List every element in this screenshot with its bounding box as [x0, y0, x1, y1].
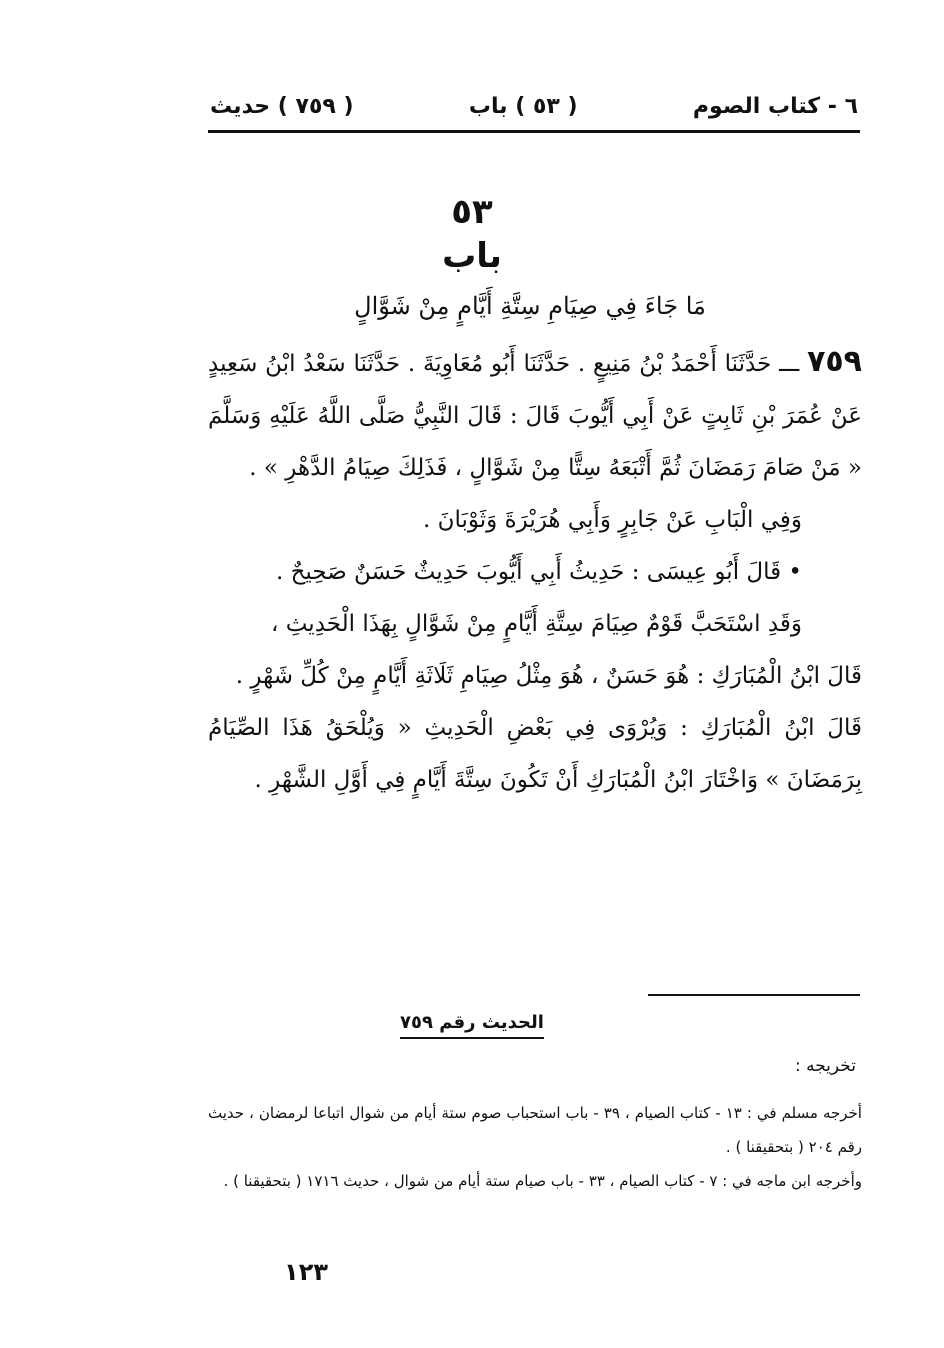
footnote-divider	[648, 994, 860, 996]
commentary-paragraph: قَالَ ابْنُ الْمُبَارَكِ : وَيُرْوَى فِي بَعْضِ الْحَدِيثِ « وَيُلْحَقُ هَذَا الصِّيَامُ بِرَمَضَانَ » وَاخْتَارَ ابْنُ الْمُبَارَكِ أَنْ تَكُونَ سِتَّةَ أَيَّامٍ فِي أَوَّلِ الشَّهْرِ .	[208, 715, 862, 793]
chapter-number: ٥٣	[451, 192, 493, 232]
header-divider	[208, 130, 860, 133]
header-hadith: ( ٧٥٩ ) حديث	[210, 93, 354, 119]
footnote-item: وأخرجه ابن ماجه في : ٧ - كتاب الصيام ، ٣٣ - باب صيام ستة أيام من شوال ، حديث ١٧١٦ ( بتحقيقنا ) .	[223, 1172, 862, 1190]
hadith-number: ٧٥٩	[807, 344, 862, 379]
footnotes	[208, 1096, 862, 1198]
header-chapter: ( ٥٣ ) باب	[468, 93, 578, 119]
hadith-isnad-matn: ـــ حَدَّثَنَا أَحْمَدُ بْنُ مَنِيعٍ . حَدَّثَنَا أَبُو مُعَاوِيَةَ . حَدَّثَنَا سَعْدُ ابْنُ سَعِيدٍ عَنْ عُمَرَ بْنِ ثَابِتٍ عَنْ أَبِي أَيُّوبَ قَالَ : قَالَ النَّبِيُّ صَلَّى اللَّهُ عَلَيْهِ وَسَلَّمَ « مَنْ صَامَ رَمَضَانَ ثُمَّ أَتْبَعَهُ سِتًّا مِنْ شَوَّالٍ ، فَذَلِكَ صِيَامُ الدَّهْرِ » .	[208, 351, 862, 481]
commentary-paragraph: وَقَدِ اسْتَحَبَّ قَوْمٌ صِيَامَ سِتَّةِ أَيَّامٍ مِنْ شَوَّالٍ بِهَذَا الْحَدِيثِ ،	[270, 611, 802, 637]
hadith-text	[208, 336, 862, 806]
page-number: ١٢٣	[284, 1258, 328, 1286]
chapter-heading: باب	[442, 236, 502, 276]
running-header	[210, 88, 858, 124]
hadith-paragraph	[208, 336, 862, 494]
chapter-title: مَا جَاءَ فِي صِيَامِ سِتَّةِ أَيَّامٍ مِنْ شَوَّالٍ	[354, 292, 706, 320]
footnote-item: أخرجه مسلم في : ١٣ - كتاب الصيام ، ٣٩ - باب استحباب صوم ستة أيام من شوال اتباعا لرمضان ، حديث رقم ٢٠٤ ( بتحقيقنا ) .	[208, 1104, 862, 1156]
footnote-label: تخريجه :	[794, 1056, 856, 1076]
commentary-paragraph: • قَالَ أَبُو عِيسَى : حَدِيثُ أَبِي أَيُّوبَ حَدِيثٌ حَسَنٌ صَحِيحٌ .	[275, 559, 802, 585]
footnote-heading: الحديث رقم ٧٥٩	[0, 1012, 944, 1033]
header-book-section: ٦ - كتاب الصوم	[692, 93, 858, 119]
commentary-paragraph: قَالَ ابْنُ الْمُبَارَكِ : هُوَ حَسَنٌ ، هُوَ مِثْلُ صِيَامِ ثَلَاثَةِ أَيَّامٍ مِنْ كُلِّ شَهْرٍ .	[235, 663, 862, 689]
commentary-paragraph: وَفِي الْبَابِ عَنْ جَابِرٍ وَأَبِي هُرَيْرَةَ وَثَوْبَانَ .	[422, 507, 802, 533]
